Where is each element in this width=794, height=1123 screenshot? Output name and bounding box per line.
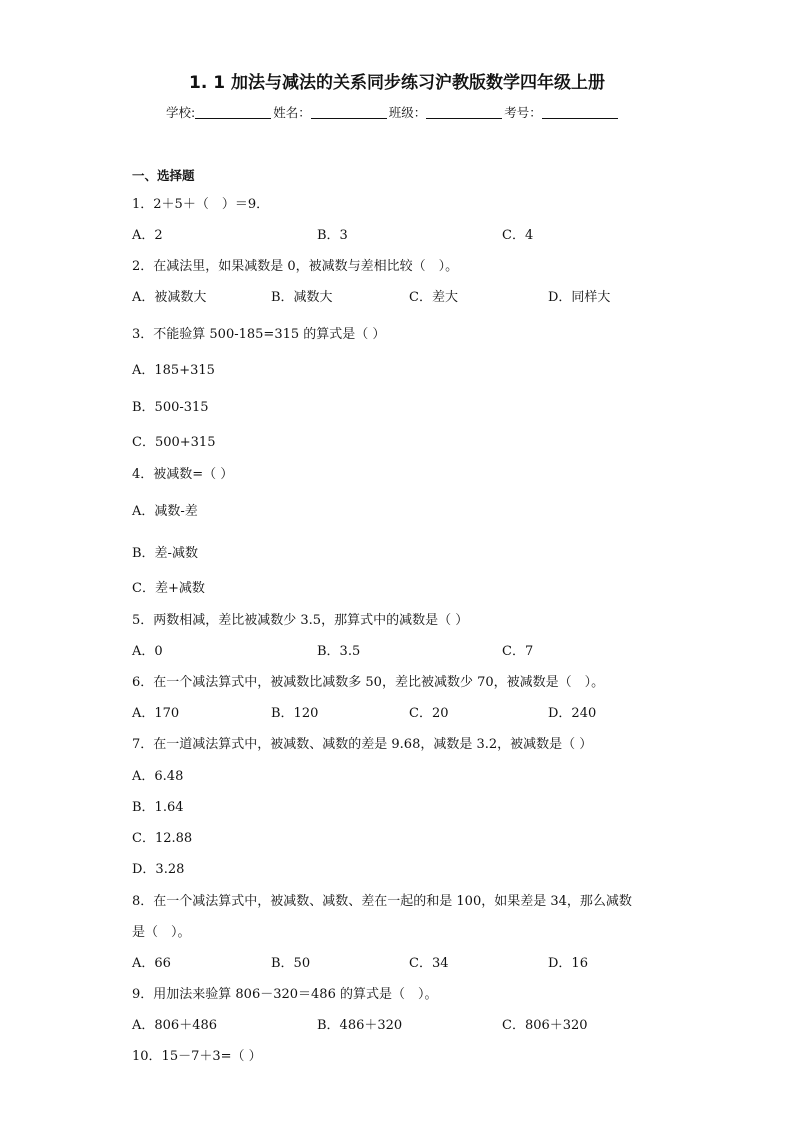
- question-2-option-b: B．减数大: [271, 290, 333, 305]
- question-7-option-a: A．6.48: [132, 769, 184, 784]
- question-5-stem: 5．两数相减，差比被减数少 3.5，那算式中的减数是（ ）: [132, 613, 469, 628]
- question-8-stem-continued: 是（ ）。: [132, 925, 191, 940]
- question-9-option-a: A．806＋486: [132, 1018, 218, 1033]
- page-title: 1. 1 加法与减法的关系同步练习沪教版数学四年级上册: [189, 73, 605, 93]
- question-7-option-b: B．1.64: [132, 800, 184, 815]
- question-7-stem: 7．在一道减法算式中，被减数、减数的差是 9.68，减数是 3.2，被减数是（ ）: [132, 737, 593, 752]
- question-5-option-a: A．0: [132, 644, 163, 659]
- question-3-option-c: C．500+315: [132, 435, 216, 450]
- student-info: [166, 103, 620, 121]
- question-4-option-c: C．差+减数: [132, 581, 205, 596]
- question-7-option-c: C．12.88: [132, 831, 193, 846]
- section-heading: 一、选择题: [132, 168, 195, 183]
- question-8-option-d: D．16: [548, 956, 588, 971]
- question-1-option-b: B．3: [317, 228, 348, 243]
- question-3-option-b: B．500-315: [132, 400, 209, 415]
- question-3-stem: 3．不能验算 500-185=315 的算式是（ ）: [132, 327, 386, 342]
- question-4-option-b: B．差-减数: [132, 546, 198, 561]
- question-4-option-a: A．减数-差: [132, 504, 198, 519]
- question-1-stem: 1．2＋5＋（ ）＝9．: [132, 197, 270, 212]
- question-1-option-a: A．2: [132, 228, 163, 243]
- question-2-stem: 2．在减法里，如果减数是 0，被减数与差相比较（ ）。: [132, 259, 459, 274]
- school-blank: [195, 106, 271, 119]
- question-2-option-c: C．差大: [409, 290, 458, 305]
- question-8-option-a: A．66: [132, 956, 171, 971]
- exam-no-blank: [542, 106, 618, 119]
- name-blank: [311, 106, 387, 119]
- question-6-option-d: D．240: [548, 706, 597, 721]
- class-label: 班级：: [388, 105, 427, 120]
- question-10-stem: 10．15－7＋3=（ ）: [132, 1049, 262, 1064]
- name-label: 姓名：: [273, 105, 311, 120]
- question-1-option-c: C．4: [502, 228, 534, 243]
- question-7-option-d: D．3.28: [132, 862, 185, 877]
- question-6-option-a: A．170: [132, 706, 180, 721]
- class-blank: [426, 106, 502, 119]
- question-4-stem: 4．被减数=（ ）: [132, 467, 234, 482]
- question-2-option-d: D．同样大: [548, 290, 611, 305]
- question-9-option-b: B．486＋320: [317, 1018, 403, 1033]
- question-8-stem: 8．在一个减法算式中，被减数、减数、差在一起的和是 100，如果差是 34，那么减数: [132, 894, 632, 909]
- question-6-stem: 6．在一个减法算式中，被减数比减数多 50，差比被减数少 70，被减数是（ ）。: [132, 675, 605, 690]
- question-9-option-c: C．806＋320: [502, 1018, 588, 1033]
- question-8-option-b: B．50: [271, 956, 311, 971]
- question-2-option-a: A．被减数大: [132, 290, 207, 305]
- question-5-option-c: C．7: [502, 644, 534, 659]
- school-label: 学校:: [166, 105, 196, 120]
- question-6-option-c: C．20: [409, 706, 449, 721]
- question-8-option-c: C．34: [409, 956, 449, 971]
- question-3-option-a: A．185+315: [132, 363, 215, 378]
- question-9-stem: 9．用加法来验算 806－320＝486 的算式是（ ）。: [132, 987, 438, 1002]
- exam-no-label: 考号：: [504, 105, 542, 120]
- question-6-option-b: B．120: [271, 706, 319, 721]
- question-5-option-b: B．3.5: [317, 644, 361, 659]
